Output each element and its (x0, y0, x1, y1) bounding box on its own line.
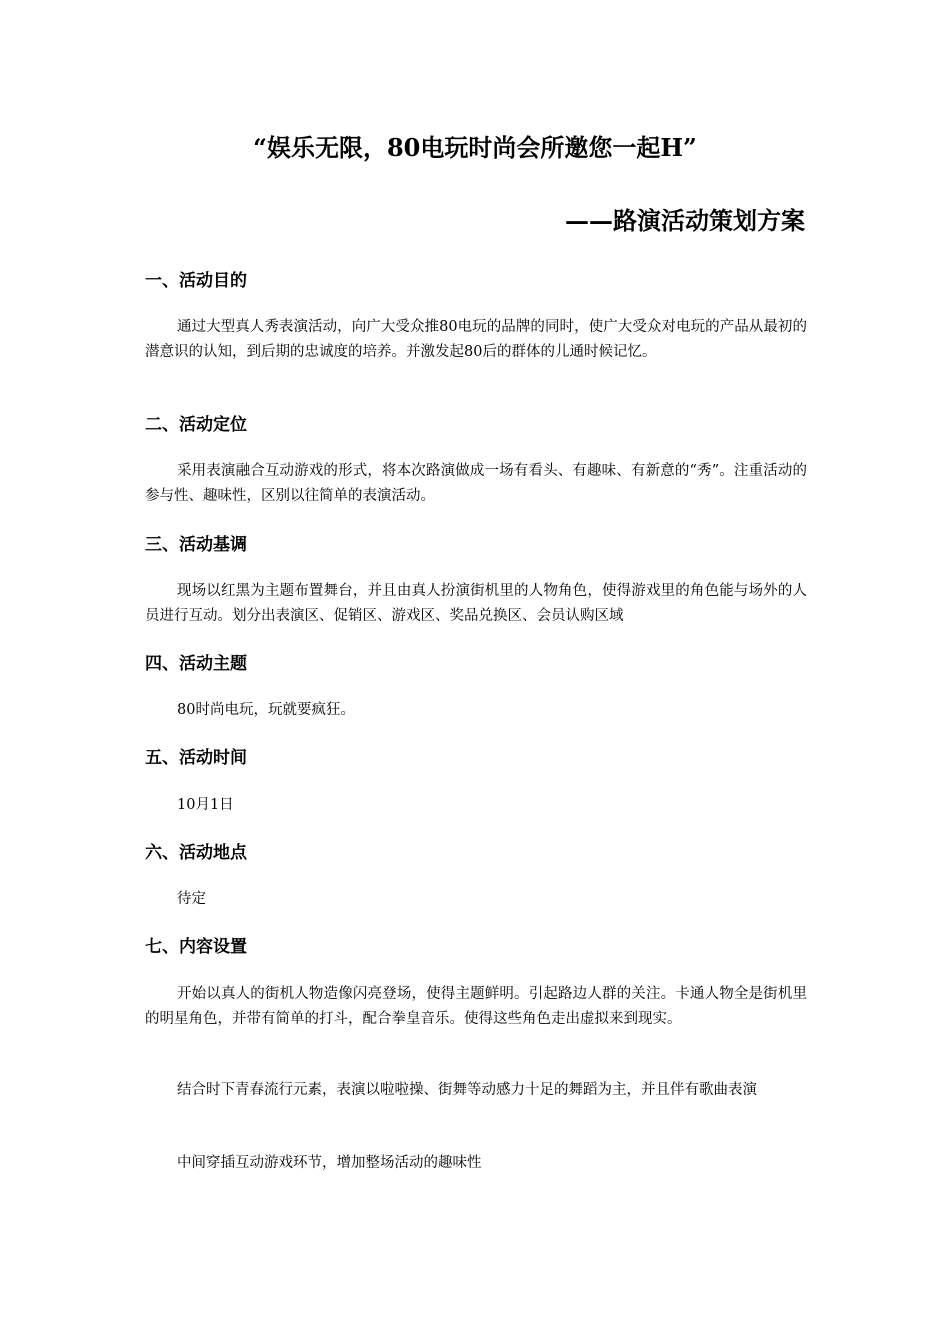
section-heading: 六、活动地点 (145, 843, 247, 863)
document-title: “娱乐无限，80电玩时尚会所邀您一起H” (253, 133, 697, 162)
section-paragraph: 采用表演融合互动游戏的形式，将本次路演做成一场有看头、有趣味、有新意的“秀”。注重活动的参与性、趣味性，区别以往简单的表演活动。 (145, 463, 807, 504)
section-paragraph: 80时尚电玩，玩就要疯狂。 (177, 702, 355, 718)
section-heading: 三、活动基调 (145, 535, 247, 555)
section-paragraph: 通过大型真人秀表演活动，向广大受众推80电玩的品牌的同时，使广大受众对电玩的产品从最初的潜意识的认知，到后期的忠诚度的培养。并激发起80后的群体的儿通时候记忆。 (145, 319, 807, 360)
section-heading: 一、活动目的 (145, 271, 247, 291)
section-heading: 五、活动时间 (145, 748, 247, 768)
section-paragraph: 开始以真人的街机人物造像闪亮登场，使得主题鲜明。引起路边人群的关注。卡通人物全是街机里的明星角色，并带有简单的打斗，配合拳皇音乐。使得这些角色走出虚拟来到现实。 (145, 986, 807, 1027)
section-paragraph: 现场以红黑为主题布置舞台，并且由真人扮演街机里的人物角色，使得游戏里的角色能与场外的人员进行互动。划分出表演区、促销区、游戏区、奖品兑换区、会员认购区域 (145, 583, 807, 624)
section-paragraph: 结合时下青春流行元素，表演以啦啦操、街舞等动感力十足的舞蹈为主，并且伴有歌曲表演 (177, 1082, 757, 1098)
section-paragraph: 10月1日 (177, 797, 234, 813)
document-subtitle: ——路演活动策划方案 (565, 206, 805, 235)
section-heading: 七、内容设置 (145, 937, 247, 957)
section-heading: 四、活动主题 (145, 654, 247, 674)
section-paragraph: 中间穿插互动游戏环节，增加整场活动的趣味性 (177, 1155, 482, 1171)
section-paragraph: 待定 (177, 891, 206, 907)
section-heading: 二、活动定位 (145, 415, 247, 435)
